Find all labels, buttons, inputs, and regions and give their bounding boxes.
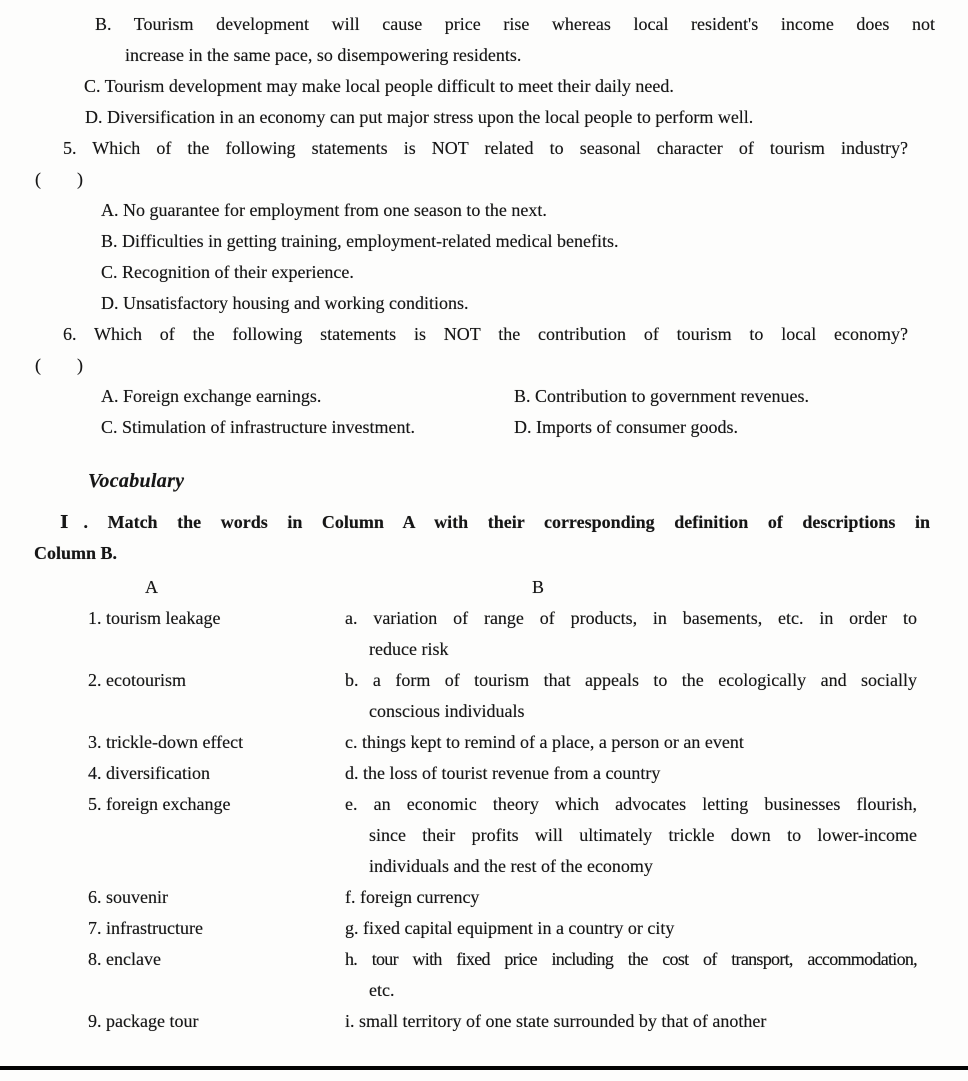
term-infrastructure: 7. infrastructure	[88, 918, 203, 938]
matching-row-5	[88, 789, 968, 882]
term-trickle-down-effect: 3. trickle-down effect	[88, 732, 244, 752]
definition-i	[345, 1006, 917, 1037]
question-6-text: 6. Which of the following statements is NOT the contribution of tourism to local economy?	[63, 324, 908, 344]
question-6-option-b: B. Contribution to government revenues.	[514, 386, 809, 406]
definition-e-line-2: since their profits will ultimately trickle down to lower-income	[369, 825, 917, 845]
term-tourism-leakage: 1. tourism leakage	[88, 608, 221, 628]
definition-d	[345, 758, 917, 789]
question-6-options-row-1	[101, 381, 968, 412]
question-6-option-a: A. Foreign exchange earnings.	[101, 386, 322, 406]
term-diversification: 4. diversification	[88, 763, 210, 783]
question-5-answer-blank: ( )	[35, 169, 83, 189]
definition-c	[345, 727, 917, 758]
matching-row-3	[88, 727, 968, 758]
definition-f-line-1: f. foreign currency	[345, 887, 480, 907]
term-ecotourism: 2. ecotourism	[88, 670, 186, 690]
matching-row-7	[88, 913, 968, 944]
definition-b-line-1: b. a form of tourism that appeals to the ecologically and socially	[345, 670, 917, 690]
definition-f	[345, 882, 917, 913]
question-5-option-d: D. Unsatisfactory housing and working conditions.	[101, 293, 469, 313]
definition-b	[345, 665, 917, 727]
matching-instruction-line-2: Column B.	[34, 543, 118, 563]
matching-row-4	[88, 758, 968, 789]
matching-table-header	[0, 572, 968, 603]
page-bottom-rule	[0, 1066, 968, 1070]
option-b-line-2: increase in the same pace, so disempowering residents.	[125, 45, 522, 65]
definition-e-line-3: individuals and the rest of the economy	[369, 856, 653, 876]
question-6-option-c: C. Stimulation of infrastructure investment.	[101, 417, 415, 437]
definition-c-line-1: c. things kept to remind of a place, a person or an event	[345, 732, 744, 752]
definition-g-line-1: g. fixed capital equipment in a country or city	[345, 918, 675, 938]
question-5-option-c: C. Recognition of their experience.	[101, 262, 354, 282]
option-b-line-1: B. Tourism development will cause price rise whereas local resident's income does not	[95, 14, 935, 34]
definition-e-line-1: e. an economic theory which advocates letting businesses flourish,	[345, 794, 917, 814]
question-5-option-a: A. No guarantee for employment from one season to the next.	[101, 200, 547, 220]
term-package-tour: 9. package tour	[88, 1011, 199, 1031]
definition-h-line-2: etc.	[369, 980, 395, 1000]
matching-row-1	[88, 603, 968, 665]
option-d: D. Diversification in an economy can put major stress upon the local people to perform well.	[85, 107, 754, 127]
definition-a-line-1: a. variation of range of products, in basements, etc. in order to	[345, 608, 917, 628]
vocabulary-heading: Vocabulary	[88, 470, 185, 492]
definition-b-line-2: conscious individuals	[369, 701, 525, 721]
term-enclave: 8. enclave	[88, 949, 161, 969]
matching-row-9	[88, 1006, 968, 1037]
question-6-options-row-2	[101, 412, 968, 443]
term-foreign-exchange: 5. foreign exchange	[88, 794, 231, 814]
column-b-header: B	[532, 577, 545, 597]
matching-row-8	[88, 944, 968, 1006]
column-a-header: A	[145, 577, 158, 597]
definition-d-line-1: d. the loss of tourist revenue from a country	[345, 763, 661, 783]
option-c: C. Tourism development may make local people difficult to meet their daily need.	[84, 76, 674, 96]
definition-g	[345, 913, 917, 944]
definition-e	[345, 789, 917, 882]
definition-a	[345, 603, 917, 665]
question-6-answer-blank: ( )	[35, 355, 83, 375]
definition-a-line-2: reduce risk	[369, 639, 449, 659]
term-souvenir: 6. souvenir	[88, 887, 168, 907]
question-6-option-d: D. Imports of consumer goods.	[514, 417, 738, 437]
question-5-text: 5. Which of the following statements is NOT related to seasonal character of tourism industry?	[63, 138, 908, 158]
matching-instruction-line-1: Ⅰ. Match the words in Column A with their corresponding definition of descriptions in	[60, 512, 930, 532]
definition-h-line-1: h. tour with fixed price including the cost of transport, accommodation,	[345, 949, 917, 969]
question-5-option-b: B. Difficulties in getting training, employment-related medical benefits.	[101, 231, 619, 251]
definition-i-line-1: i. small territory of one state surrounded by that of another	[345, 1011, 767, 1031]
definition-h	[345, 944, 917, 1006]
matching-row-2	[88, 665, 968, 727]
matching-row-6	[88, 882, 968, 913]
